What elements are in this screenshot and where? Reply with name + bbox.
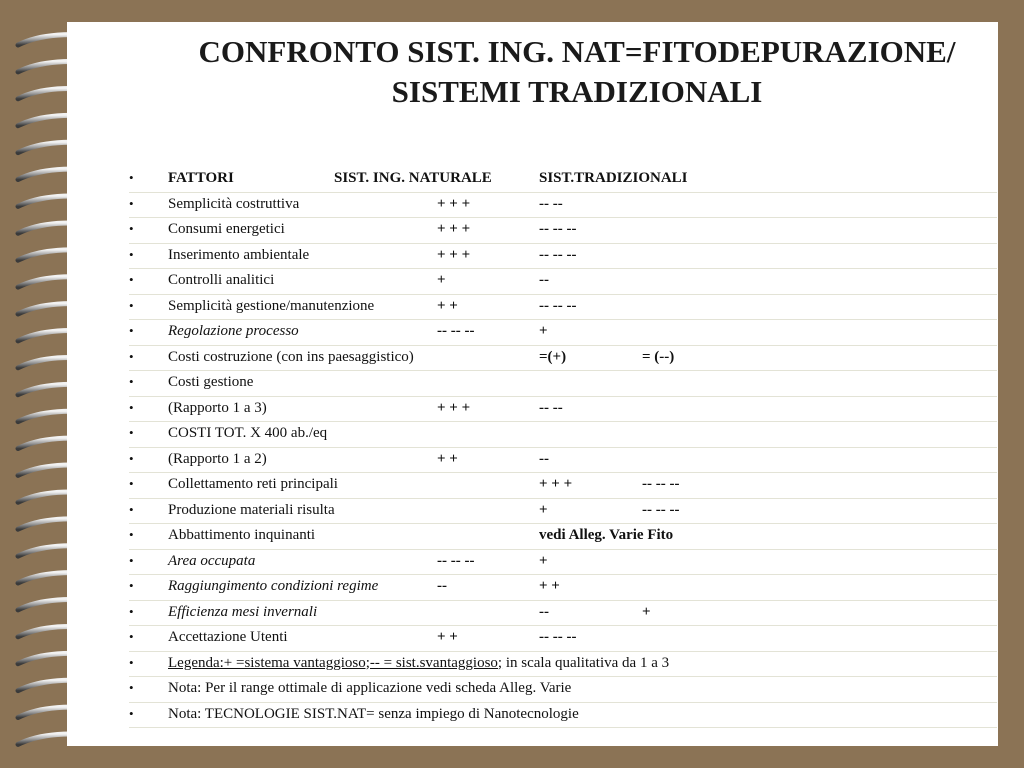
tradizionali-value: + + + [539, 476, 573, 492]
extra-value: -- -- -- [642, 476, 680, 492]
bullet: • [129, 425, 134, 440]
factor-label: Collettamento reti principali [168, 476, 338, 492]
bullet: • [129, 221, 134, 236]
naturale-value: + + [437, 297, 458, 314]
factor-label: Accettazione Utenti [168, 629, 288, 645]
naturale-value: + + + [437, 399, 471, 416]
factor-label: Area occupata [168, 552, 256, 569]
naturale-value: + [437, 272, 446, 288]
factor-label: Raggiungimento condizioni regime [168, 578, 379, 594]
note-text: Nota: Per il range ottimale di applicazione vedi scheda Alleg. Varie [168, 680, 572, 696]
list-item [129, 575, 997, 601]
tradizionali-value: -- [539, 272, 549, 288]
comparison-list [129, 167, 997, 728]
factor-label: Controlli analitici [168, 272, 275, 288]
factor-label: Produzione materiali risulta [168, 501, 335, 518]
title-line-2: SISTEMI TRADIZIONALI [391, 74, 763, 109]
list-item [129, 295, 997, 321]
list-item [129, 397, 997, 423]
bullet: • [129, 450, 134, 466]
tradizionali-value: -- -- [539, 399, 563, 416]
tradizionali-value: + [539, 501, 548, 518]
extra-value: -- -- -- [642, 501, 680, 518]
factor-label: Semplicità gestione/manutenzione [168, 297, 375, 314]
list-item [129, 601, 997, 627]
factor-label: Semplicità costruttiva [168, 195, 300, 212]
list-item [129, 346, 997, 372]
bullet: • [129, 501, 134, 517]
factor-label: Regolazione processo [168, 323, 299, 339]
tradizionali-value: -- [539, 450, 549, 467]
naturale-value: + + [437, 629, 458, 645]
bullet: • [129, 323, 134, 338]
list-item [129, 626, 997, 652]
legend-rest: in scala qualitativa da 1 a 3 [502, 654, 670, 671]
tradizionali-value: + [539, 552, 548, 569]
header-naturale: SIST. ING. NATURALE [334, 170, 492, 186]
factor-label: Costi gestione [168, 374, 254, 390]
bullet: • [129, 680, 134, 695]
bullet: • [129, 195, 134, 211]
naturale-value: + + + [437, 221, 471, 237]
extra-value: + [642, 603, 651, 620]
factor-label: Costi costruzione (con ins paesaggistico) [168, 348, 414, 365]
list-item [129, 422, 997, 448]
bullet: • [129, 603, 134, 619]
header-row [129, 167, 997, 193]
list-item [129, 448, 997, 474]
tradizionali-value: -- -- -- [539, 246, 577, 263]
factor-label: Efficienza mesi invernali [168, 603, 318, 620]
naturale-value: -- -- -- [437, 552, 475, 569]
note-row [129, 703, 997, 729]
list-item [129, 371, 997, 397]
note-row [129, 677, 997, 703]
tradizionali-value: -- [539, 603, 549, 620]
bullet: • [129, 272, 134, 287]
list-item [129, 320, 997, 346]
tradizionali-value: -- -- -- [539, 221, 577, 237]
tradizionali-value: + [539, 323, 548, 339]
naturale-value: -- -- -- [437, 323, 475, 339]
bullet: • [129, 399, 134, 415]
title-line-1: CONFRONTO SIST. ING. NAT=FITODEPURAZIONE/ [198, 34, 956, 69]
tradizionali-value: -- -- [539, 195, 563, 212]
tradizionali-value: vedi Alleg. Varie Fito [539, 527, 674, 543]
bullet: • [129, 246, 134, 262]
factor-label: (Rapporto 1 a 2) [168, 450, 267, 467]
tradizionali-value: -- -- -- [539, 297, 577, 314]
legend-text [168, 655, 669, 672]
bullet: • [129, 705, 134, 721]
list-item [129, 499, 997, 525]
bullet: • [129, 552, 134, 568]
bullet: • [129, 297, 134, 313]
naturale-value: + + + [437, 195, 471, 212]
bullet: • [129, 629, 134, 644]
list-item [129, 244, 997, 270]
bullet: • [129, 348, 134, 364]
factor-label: Inserimento ambientale [168, 246, 310, 263]
bullet: • [129, 654, 134, 670]
factor-label: Consumi energetici [168, 221, 285, 237]
list-item [129, 550, 997, 576]
factor-label: Abbattimento inquinanti [168, 527, 316, 543]
legend-underlined: Legenda:+ =sistema vantaggioso;-- = sist.svantaggioso; [168, 654, 503, 671]
bullet: • [129, 527, 134, 542]
notebook-page [67, 22, 998, 746]
tradizionali-value: =(+) [539, 348, 567, 365]
bullet: • [129, 476, 134, 491]
factor-label: (Rapporto 1 a 3) [168, 399, 267, 416]
page-title [157, 32, 997, 112]
naturale-value: -- [437, 578, 447, 594]
bullet: • [129, 578, 134, 593]
list-item [129, 193, 997, 219]
naturale-value: + + [437, 450, 458, 467]
list-item [129, 218, 997, 244]
extra-value: = (--) [642, 348, 675, 365]
naturale-value: + + + [437, 246, 471, 263]
legend-row [129, 652, 997, 678]
bullet: • [129, 374, 134, 389]
bullet: • [129, 170, 134, 185]
list-item [129, 524, 997, 550]
list-item [129, 473, 997, 499]
header-tradizionali: SIST.TRADIZIONALI [539, 170, 688, 186]
list-item [129, 269, 997, 295]
tradizionali-value: -- -- -- [539, 629, 577, 645]
note-text: Nota: TECNOLOGIE SIST.NAT= senza impiego di Nanotecnologie [168, 705, 579, 722]
tradizionali-value: + + [539, 578, 560, 594]
header-fattori: FATTORI [168, 170, 234, 186]
factor-label: COSTI TOT. X 400 ab./eq [168, 425, 328, 441]
